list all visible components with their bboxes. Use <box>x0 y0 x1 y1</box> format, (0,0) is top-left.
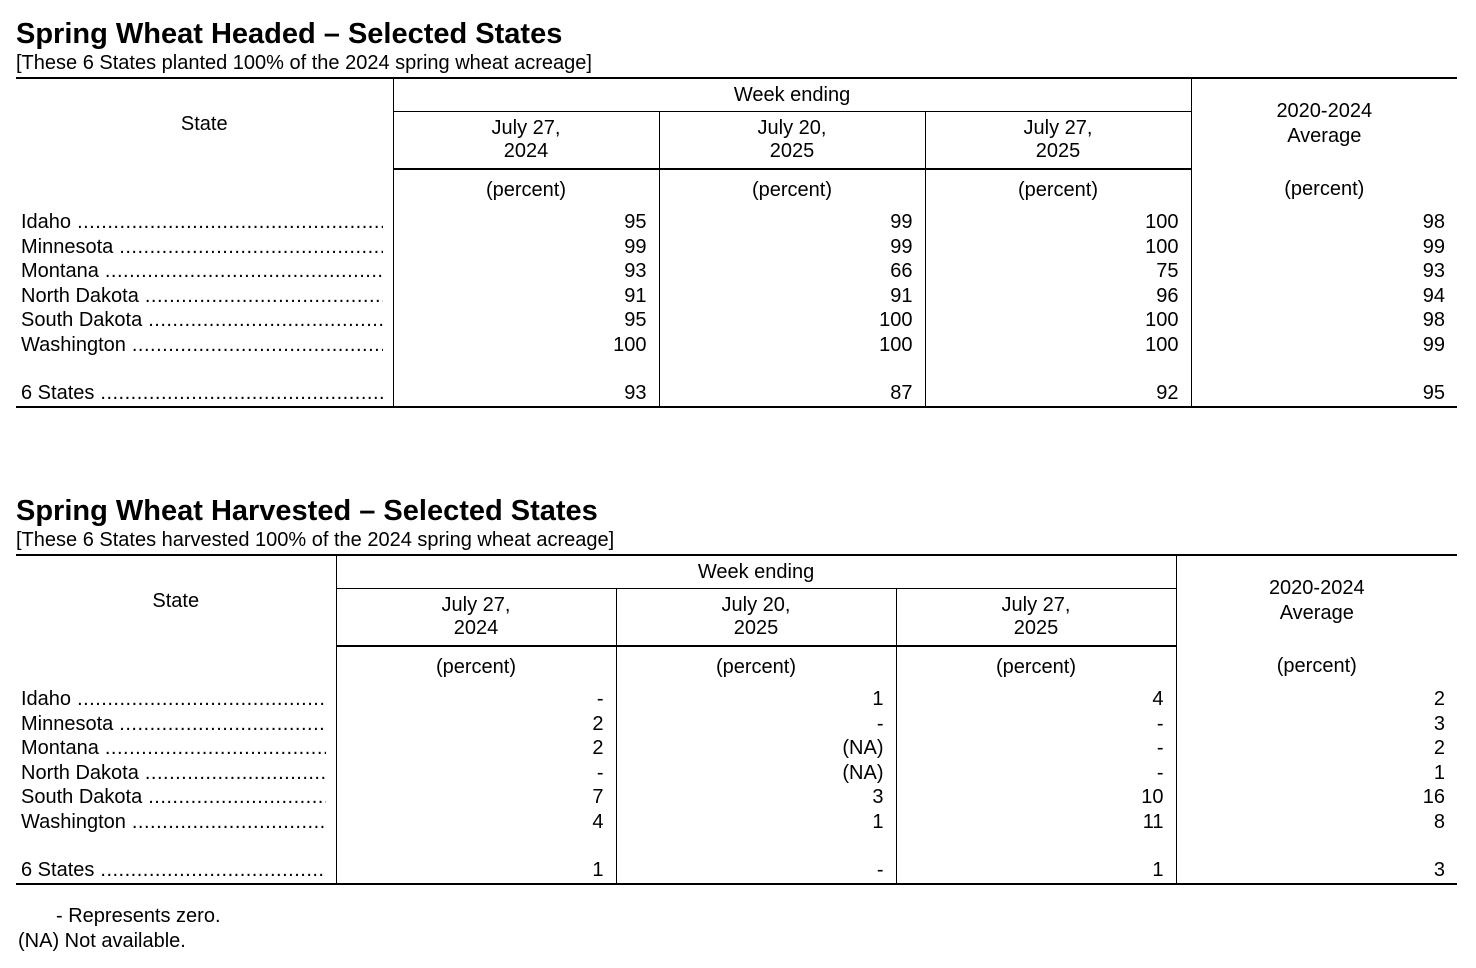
value-cell: 1 <box>896 858 1176 884</box>
state-header: State <box>16 78 393 169</box>
value-cell: 3 <box>1433 712 1446 735</box>
value-cell: - <box>616 712 896 737</box>
week-ending-header: Week ending <box>393 78 1191 112</box>
footnotes <box>18 904 221 954</box>
value-cell: 3 <box>1176 858 1457 884</box>
unit-label: (percent) <box>1276 655 1357 677</box>
state-name: 6 States <box>21 382 95 404</box>
table-subtitle: [These 6 States planted 100% of the 2024 spring wheat acreage] <box>16 52 592 74</box>
value-cell: 95 <box>393 308 659 333</box>
value-cell: 1 <box>1433 761 1446 784</box>
value-cell: 95 <box>393 210 659 235</box>
value-cell: (NA) <box>616 736 896 761</box>
value-cell: 91 <box>393 284 659 309</box>
date-header: July 27, 2024 <box>393 112 659 170</box>
table-title: Spring Wheat Harvested – Selected States <box>16 495 598 527</box>
date-header: July 27, 2024 <box>336 589 616 647</box>
unit-label: (percent) <box>336 646 616 687</box>
value-cell: 4 <box>336 810 616 835</box>
state-name: North Dakota <box>21 284 139 307</box>
table-subtitle: [These 6 States harvested 100% of the 2024 spring wheat acreage] <box>16 529 615 551</box>
headed-section <box>16 18 1457 408</box>
value-cell: 66 <box>659 259 925 284</box>
unit-label: (percent) <box>616 646 896 687</box>
value-cell: 2 <box>1433 688 1446 710</box>
table-row <box>16 761 1457 786</box>
state-name: Montana <box>21 260 99 282</box>
value-cell: 92 <box>925 381 1191 407</box>
total-row <box>16 381 1457 407</box>
table-row <box>16 712 1457 737</box>
value-cell: 4 <box>896 687 1176 712</box>
value-cell: 2 <box>1433 737 1446 759</box>
value-cell: 99 <box>659 235 925 260</box>
table-row <box>16 687 1457 712</box>
value-cell: 1 <box>616 810 896 835</box>
value-cell: 95 <box>1191 381 1457 407</box>
state-name: Washington <box>21 810 126 833</box>
value-cell: 75 <box>925 259 1191 284</box>
harvested-table <box>16 554 1457 885</box>
value-cell: 99 <box>1422 235 1446 258</box>
value-cell: - <box>336 687 616 712</box>
date-header: July 20, 2025 <box>616 589 896 647</box>
state-name: South Dakota <box>21 786 143 808</box>
value-cell: 1 <box>336 858 616 884</box>
value-cell: 96 <box>925 284 1191 309</box>
value-cell: 93 <box>393 259 659 284</box>
headed-rows <box>16 210 1457 407</box>
value-cell: 99 <box>1422 333 1446 356</box>
harvested-section <box>16 495 1457 885</box>
average-header: 2020-2024 Average <box>1176 555 1457 646</box>
value-cell: 87 <box>659 381 925 407</box>
value-cell: 2 <box>336 712 616 737</box>
value-cell: 100 <box>393 333 659 358</box>
state-name: Montana <box>21 737 99 759</box>
value-cell: 100 <box>659 308 925 333</box>
week-ending-header: Week ending <box>336 555 1176 589</box>
table-row <box>16 810 1457 835</box>
state-name: Washington <box>21 333 126 356</box>
value-cell: - <box>896 761 1176 786</box>
value-cell: 98 <box>1422 309 1446 331</box>
unit-label: (percent) <box>896 646 1176 687</box>
table-row <box>16 785 1457 810</box>
table-row <box>16 235 1457 260</box>
state-name: North Dakota <box>21 761 139 784</box>
unit-label: (percent) <box>1284 178 1365 200</box>
value-cell: 93 <box>393 381 659 407</box>
value-cell: 10 <box>896 785 1176 810</box>
unit-label: (percent) <box>659 169 925 210</box>
value-cell: 94 <box>1422 284 1446 307</box>
table-row <box>16 736 1457 761</box>
value-cell: 16 <box>1422 786 1446 808</box>
state-name: Minnesota <box>21 235 114 258</box>
value-cell: 98 <box>1422 211 1446 233</box>
value-cell: 100 <box>925 333 1191 358</box>
value-cell: 7 <box>336 785 616 810</box>
state-header: State <box>16 555 336 646</box>
value-cell: 1 <box>616 687 896 712</box>
state-name: Minnesota <box>21 712 114 735</box>
value-cell: 99 <box>393 235 659 260</box>
table-row <box>16 284 1457 309</box>
date-header: July 20, 2025 <box>659 112 925 170</box>
value-cell: 3 <box>616 785 896 810</box>
date-header: July 27, 2025 <box>925 112 1191 170</box>
value-cell: 2 <box>336 736 616 761</box>
state-name: South Dakota <box>21 309 143 331</box>
state-name: Idaho <box>21 211 72 233</box>
value-cell: 11 <box>896 810 1176 835</box>
table-row <box>16 210 1457 235</box>
table-row <box>16 308 1457 333</box>
table-row <box>16 333 1457 358</box>
headed-table <box>16 77 1457 408</box>
footnote-na: (NA) Not available. <box>18 930 186 952</box>
value-cell: 8 <box>1433 810 1446 833</box>
total-row <box>16 858 1457 884</box>
footnote-zero: - Represents zero. <box>56 905 221 927</box>
value-cell: 93 <box>1422 260 1446 282</box>
table-title: Spring Wheat Headed – Selected States <box>16 18 563 50</box>
unit-label: (percent) <box>925 169 1191 210</box>
value-cell: (NA) <box>616 761 896 786</box>
average-header: 2020-2024 Average <box>1191 78 1457 169</box>
unit-label: (percent) <box>393 169 659 210</box>
value-cell: 100 <box>925 235 1191 260</box>
value-cell: - <box>896 712 1176 737</box>
value-cell: - <box>336 761 616 786</box>
value-cell: 100 <box>659 333 925 358</box>
value-cell: - <box>616 858 896 884</box>
state-name: Idaho <box>21 688 72 710</box>
value-cell: - <box>896 736 1176 761</box>
state-name: 6 States <box>21 859 95 881</box>
date-header: July 27, 2025 <box>896 589 1176 647</box>
harvested-rows <box>16 687 1457 884</box>
value-cell: 91 <box>659 284 925 309</box>
value-cell: 100 <box>925 308 1191 333</box>
value-cell: 100 <box>925 210 1191 235</box>
value-cell: 99 <box>659 210 925 235</box>
table-row <box>16 259 1457 284</box>
